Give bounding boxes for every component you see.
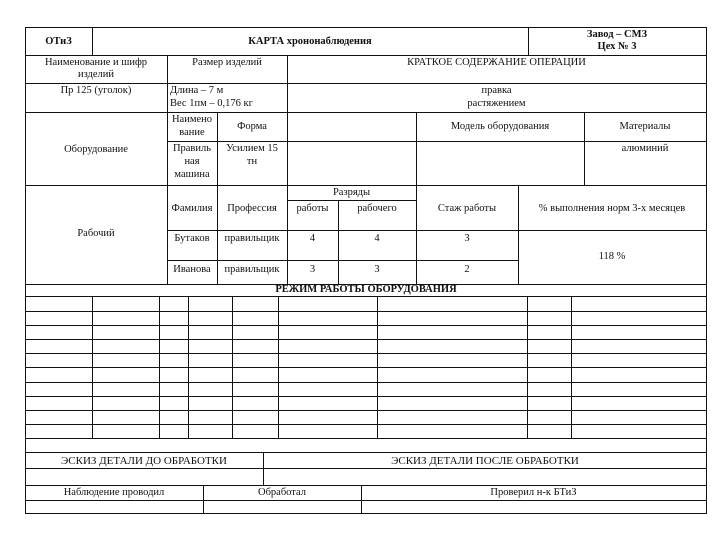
equipment-form-header: Форма — [237, 121, 267, 132]
observer-signature-field[interactable] — [26, 501, 202, 513]
equipment-form-value: Усилием 15 — [226, 143, 278, 154]
divider — [25, 112, 707, 113]
divider — [25, 485, 707, 486]
divider — [167, 260, 518, 261]
product-name-label: Наименование и шифр — [44, 57, 148, 68]
equipment-model-header: Модель оборудования — [450, 121, 550, 132]
table-row-1-surname: Бутаков — [174, 233, 210, 244]
equipment-name-value-2: ная — [184, 156, 200, 167]
divider — [518, 185, 519, 285]
table-row-1-grade-work: 4 — [309, 233, 316, 244]
observer-label: Наблюдение проводил — [63, 487, 165, 498]
shop-label: Цех № 3 — [597, 41, 637, 52]
processed-signature-field[interactable] — [204, 501, 360, 513]
table-row-2-grade-worker: 3 — [374, 264, 380, 275]
worker-grade-worker-header: рабочего — [357, 203, 397, 214]
product-weight: Вес 1пм – 0,176 кг — [170, 98, 253, 109]
border-top — [25, 27, 707, 28]
divider — [25, 55, 707, 56]
worker-grades-header: Разряды — [332, 187, 371, 198]
operation-value: правка — [481, 85, 512, 96]
equipment-name-header-2: вание — [179, 127, 205, 138]
worker-norm-header: % выполнения норм 3-х месяцев — [538, 203, 686, 214]
checked-label: Проверил н-к БТиЗ — [490, 487, 577, 498]
dept-label: ОТиЗ — [45, 36, 72, 47]
divider — [167, 141, 707, 142]
sketch-after-label: ЭСКИЗ ДЕТАЛИ ПОСЛЕ ОБРАБОТКИ — [391, 455, 579, 467]
product-size-label: Размер изделий — [192, 57, 262, 68]
table-row-2-surname: Иванова — [173, 264, 211, 275]
plant-label: Завод – СМЗ — [586, 29, 648, 40]
operation-value-2: растяжением — [467, 98, 526, 109]
table-row-2-experience: 2 — [464, 264, 470, 275]
divider — [287, 200, 416, 201]
equipment-materials-value: алюминий — [621, 143, 669, 154]
worker-experience-header: Стаж работы — [437, 203, 497, 214]
divider — [25, 452, 707, 453]
product-name-label-2: изделий — [77, 69, 115, 80]
equipment-materials-header: Материалы — [619, 121, 671, 132]
equipment-name-header: Наимено — [171, 114, 213, 125]
worker-label: Рабочий — [77, 228, 115, 239]
equipment-label: Оборудование — [64, 144, 128, 155]
table-row-1-experience: 3 — [464, 233, 470, 244]
card-title: КАРТА хрононаблюдения — [248, 36, 372, 47]
equipment-name-value-3: машина — [174, 169, 210, 180]
table-row-1-profession: правильщик — [224, 233, 280, 244]
table-row-2-profession: правильщик — [224, 264, 280, 275]
table-row-2-grade-work: 3 — [309, 264, 316, 275]
divider — [167, 230, 707, 231]
divider — [25, 468, 707, 469]
border-bottom — [25, 513, 707, 514]
product-length: Длина – 7 м — [170, 85, 224, 96]
divider — [25, 83, 707, 84]
divider — [25, 185, 707, 186]
border-right — [706, 27, 707, 514]
equipment-form-value-2: тн — [246, 156, 258, 167]
divider — [25, 296, 707, 297]
equipment-mode-title: РЕЖИМ РАБОТЫ ОБОРУДОВАНИЯ — [275, 284, 457, 295]
equipment-name-value: Правиль — [172, 143, 212, 154]
worker-surname-header: Фамилия — [171, 203, 213, 214]
border-left — [25, 27, 26, 514]
operation-label: КРАТКОЕ СОДЕРЖАНИЕ ОПЕРАЦИИ — [407, 57, 586, 68]
norm-percent-value: 118 % — [598, 251, 626, 262]
product-name-value: Пр 125 (уголок) — [60, 85, 132, 96]
sketch-before-label: ЭСКИЗ ДЕТАЛИ ДО ОБРАБОТКИ — [61, 455, 227, 467]
divider — [287, 112, 288, 185]
worker-profession-header: Профессия — [227, 203, 277, 214]
table-row-1-grade-worker: 4 — [374, 233, 380, 244]
processed-label: Обработал — [258, 487, 306, 498]
worker-grade-work-header: работы — [296, 203, 329, 214]
checked-signature-field[interactable] — [362, 501, 705, 513]
